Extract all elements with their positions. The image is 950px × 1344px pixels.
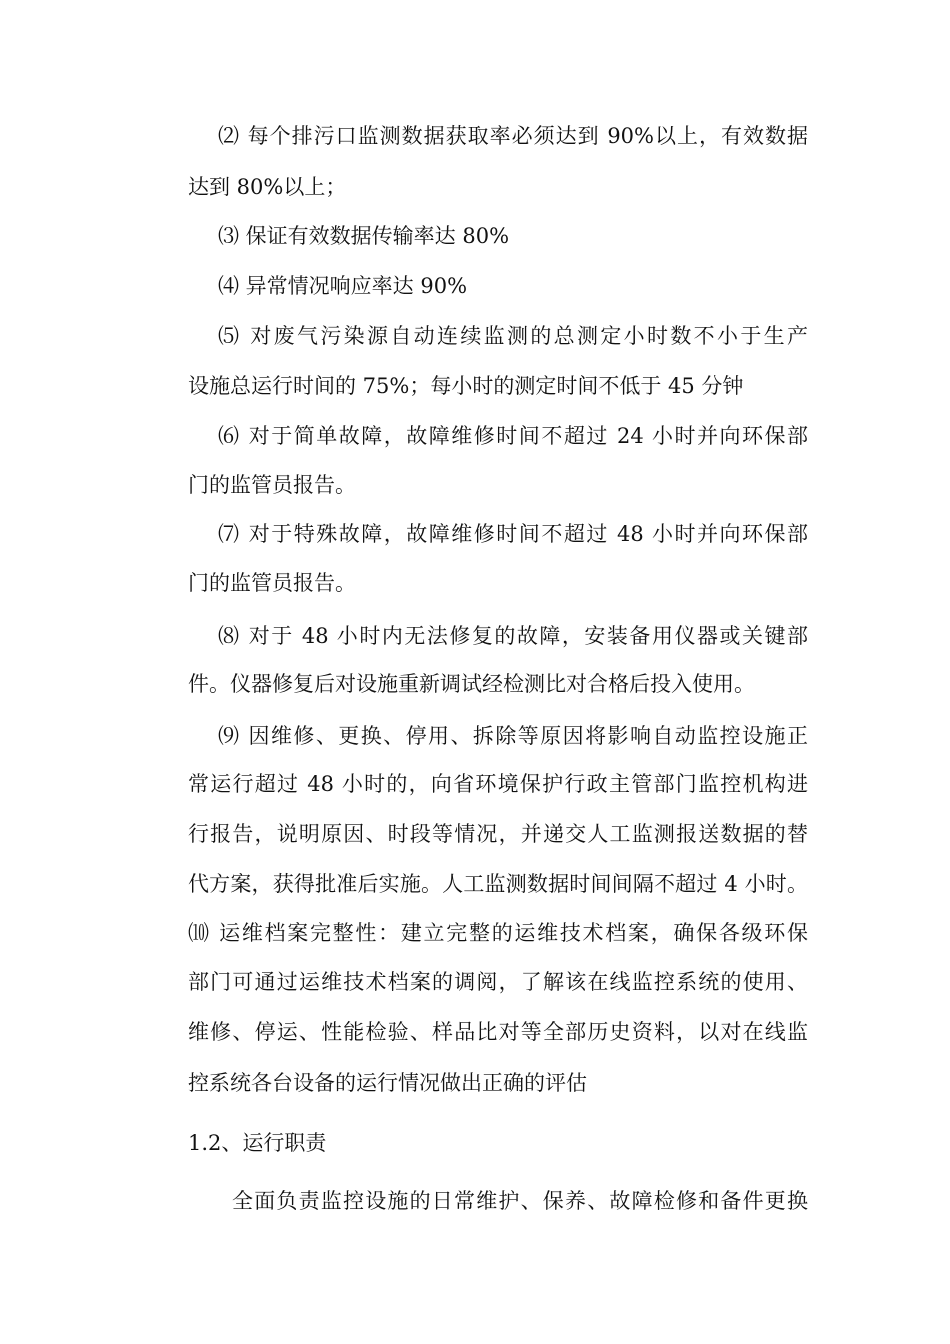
item-7-line-2: 门的监管员报告。	[188, 571, 356, 595]
item-6-line-1: ⑹ 对于简单故障，故障维修时间不超过 24 小时并向环保部	[218, 424, 808, 448]
item-9-line-1: ⑼ 因维修、更换、停用、拆除等原因将影响自动监控设施正	[218, 724, 808, 748]
item-9-line-2: 常运行超过 48 小时的，向省环境保护行政主管部门监控机构进	[188, 772, 808, 796]
item-2-line-1: ⑵ 每个排污口监测数据获取率必须达到 90%以上，有效数据	[218, 124, 808, 148]
item-10-line-2: 部门可通过运维技术档案的调阅，了解该在线监控系统的使用、	[188, 970, 808, 994]
item-7-line-1: ⑺ 对于特殊故障，故障维修时间不超过 48 小时并向环保部	[218, 522, 808, 546]
item-9-line-4: 代方案，获得批准后实施。人工监测数据时间间隔不超过 4 小时。	[188, 872, 808, 896]
item-6-line-2: 门的监管员报告。	[188, 473, 356, 497]
item-8-line-1: ⑻ 对于 48 小时内无法修复的故障，安装备用仪器或关键部	[218, 624, 808, 648]
item-5-line-2: 设施总运行时间的 75%；每小时的测定时间不低于 45 分钟	[188, 374, 744, 398]
item-8-line-2: 件。仪器修复后对设施重新调试经检测比对合格后投入使用。	[188, 672, 755, 696]
item-3-line: ⑶ 保证有效数据传输率达 80%	[218, 224, 510, 248]
section-heading: 1.2、运行职责	[188, 1131, 327, 1155]
item-4-line: ⑷ 异常情况响应率达 90%	[218, 274, 468, 298]
item-5-line-1: ⑸ 对废气污染源自动连续监测的总测定小时数不小于生产	[218, 324, 808, 348]
item-10-line-4: 控系统各台设备的运行情况做出正确的评估	[188, 1071, 587, 1095]
item-9-line-3: 行报告，说明原因、时段等情况，并递交人工监测报送数据的替	[188, 822, 808, 846]
item-10-line-3: 维修、停运、性能检验、样品比对等全部历史资料，以对在线监	[188, 1020, 808, 1044]
section-paragraph-line-1: 全面负责监控设施的日常维护、保养、故障检修和备件更换	[232, 1189, 808, 1213]
item-10-line-1: ⑽ 运维档案完整性：建立完整的运维技术档案，确保各级环保	[188, 921, 808, 945]
item-2-line-2: 达到 80%以上；	[188, 175, 347, 199]
